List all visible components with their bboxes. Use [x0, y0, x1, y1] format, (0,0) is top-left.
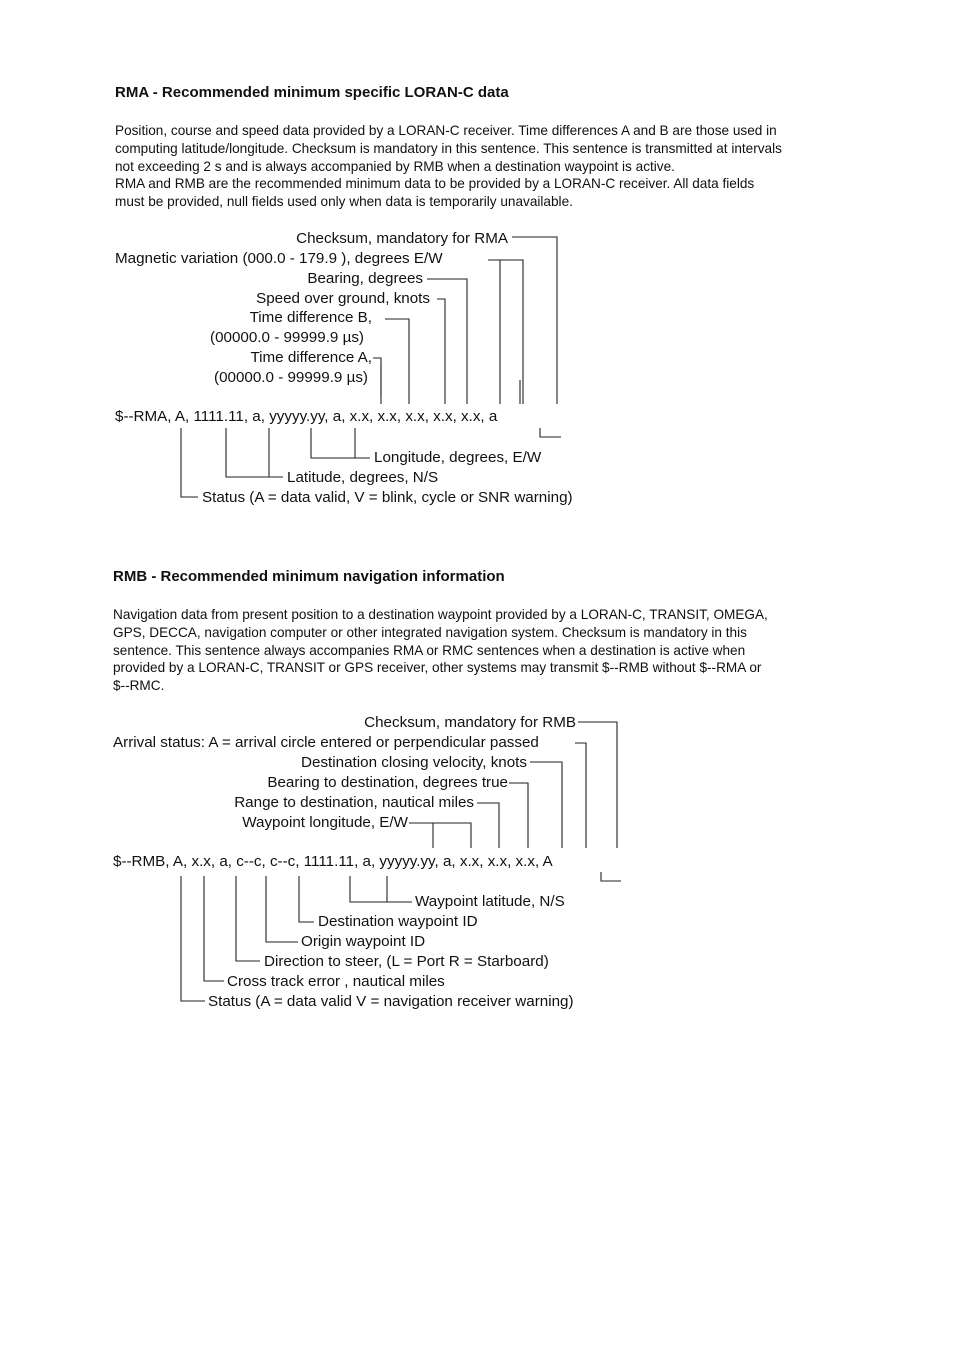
- rmb-sentence: $--RMB, A, x.x, a, c--c, c--c, 1111.11, a, yyyyy.yy, a, x.x, x.x, x.x, A: [113, 853, 553, 870]
- rma-label-time-difference-b: Time difference B,: [249, 309, 372, 326]
- rmb-xte-leader: [204, 876, 224, 981]
- rmb-destid-leader: [299, 876, 314, 922]
- rmb-label-destination-waypoint-id: Destination waypoint ID: [318, 913, 478, 930]
- rmb-label-arrival-status: Arrival status: A = arrival circle entered or perpendicular passed: [113, 734, 539, 751]
- rma-sentence: $--RMA, A, 1111.11, a, yyyyy.yy, a, x.x, x.x, x.x, x.x, x.x, a: [115, 408, 498, 425]
- rma-longitude-leader: [311, 428, 370, 458]
- rmb-range-leader: [477, 803, 499, 848]
- rmb-checksum-leader: [578, 722, 617, 848]
- rma-label-bearing: Bearing, degrees: [307, 270, 423, 287]
- rma-sog-leader: [437, 299, 445, 404]
- rmb-wplat-leader: [350, 876, 412, 902]
- rma-status-leader: [181, 428, 198, 497]
- rma-label-magnetic-variation: Magnetic variation (000.0 - 179.9 ), degrees E/W: [115, 250, 443, 267]
- rmb-closing-leader: [530, 762, 562, 848]
- rmb-label-waypoint-latitude: Waypoint latitude, N/S: [415, 893, 565, 910]
- rma-checksum-leader: [512, 237, 557, 404]
- rmb-label-bearing-to-destination: Bearing to destination, degrees true: [267, 774, 508, 791]
- rma-tdb-leader: [385, 319, 409, 404]
- rmb-label-cross-track-error: Cross track error , nautical miles: [227, 973, 445, 990]
- rma-tda-leader: [373, 358, 381, 404]
- rmb-steer-leader: [236, 876, 260, 961]
- rma-description-line: computing latitude/longitude. Checksum is mandatory in this sentence. This sentence is transmitted at intervals: [115, 140, 782, 156]
- rma-label-time-difference-b-range: (00000.0 - 99999.9 µs): [210, 329, 364, 346]
- rma-description-line: RMA and RMB are the recommended minimum data to be provided by a LORAN-C receiver. All data fields: [115, 176, 755, 192]
- rma-description-line: must be provided, null fields used only when data is temporarily unavailable.: [115, 194, 573, 210]
- rmb-title: RMB - Recommended minimum navigation information: [113, 568, 505, 585]
- rmb-label-status: Status (A = data valid V = navigation receiver warning): [208, 993, 574, 1010]
- rmb-label-closing-velocity: Destination closing velocity, knots: [301, 754, 527, 771]
- rmb-arrival-leader: [575, 743, 586, 848]
- rma-label-speed-over-ground: Speed over ground, knots: [256, 290, 430, 307]
- rmb-label-waypoint-longitude: Waypoint longitude, E/W: [242, 814, 408, 831]
- rma-description: [115, 122, 782, 211]
- rmb-label-direction-to-steer: Direction to steer, (L = Port R = Starboard): [264, 953, 549, 970]
- rma-label-latitude: Latitude, degrees, N/S: [287, 469, 439, 486]
- rmb-description-line: $--RMC.: [113, 678, 165, 694]
- rmb-label-origin-waypoint-id: Origin waypoint ID: [301, 933, 426, 950]
- rma-bearing-leader: [427, 279, 467, 404]
- rmb-label-checksum: Checksum, mandatory for RMB: [364, 714, 576, 731]
- rmb-originid-leader: [266, 876, 298, 942]
- rma-description-line: Position, course and speed data provided by a LORAN-C receiver. Time differences A and B are those used in: [115, 123, 777, 138]
- rma-label-status: Status (A = data valid, V = blink, cycle or SNR warning): [202, 489, 573, 506]
- rmb-description: [113, 606, 768, 695]
- rma-label-time-difference-a-range: (00000.0 - 99999.9 µs): [214, 369, 368, 386]
- rma-description-line: not exceeding 2 s and is always accompanied by RMB when a destination waypoint is active.: [115, 158, 675, 174]
- rma-magvar-leader: [488, 260, 523, 404]
- rmb-description-line: provided by a LORAN-C, TRANSIT or GPS receiver, other systems may transmit $--RMB without $--RMA or: [113, 660, 762, 676]
- rmb-label-range-to-destination: Range to destination, nautical miles: [234, 794, 474, 811]
- rmb-description-line: sentence. This sentence always accompanies RMA or RMC sentences when a destination is active when: [113, 642, 746, 658]
- rma-title: RMA - Recommended minimum specific LORAN-C data: [115, 84, 509, 101]
- rma-label-checksum: Checksum, mandatory for RMA: [296, 230, 508, 247]
- rmb-wplon-leader: [409, 823, 471, 848]
- rma-trailing-hook: [540, 428, 561, 437]
- rmb-description-line: GPS, DECCA, navigation computer or other integrated navigation system. Checksum is mandatory in this: [113, 624, 747, 640]
- rma-latitude-leader: [226, 428, 283, 477]
- rma-label-longitude: Longitude, degrees, E/W: [374, 449, 542, 466]
- rma-label-time-difference-a: Time difference A,: [250, 349, 372, 366]
- rmb-trailing-hook: [601, 872, 621, 881]
- rmb-bearing-leader: [509, 783, 528, 848]
- rmb-status-leader: [181, 876, 205, 1001]
- rmb-description-line: Navigation data from present position to a destination waypoint provided by a LORAN-C, TRANSIT, OMEGA,: [113, 607, 768, 622]
